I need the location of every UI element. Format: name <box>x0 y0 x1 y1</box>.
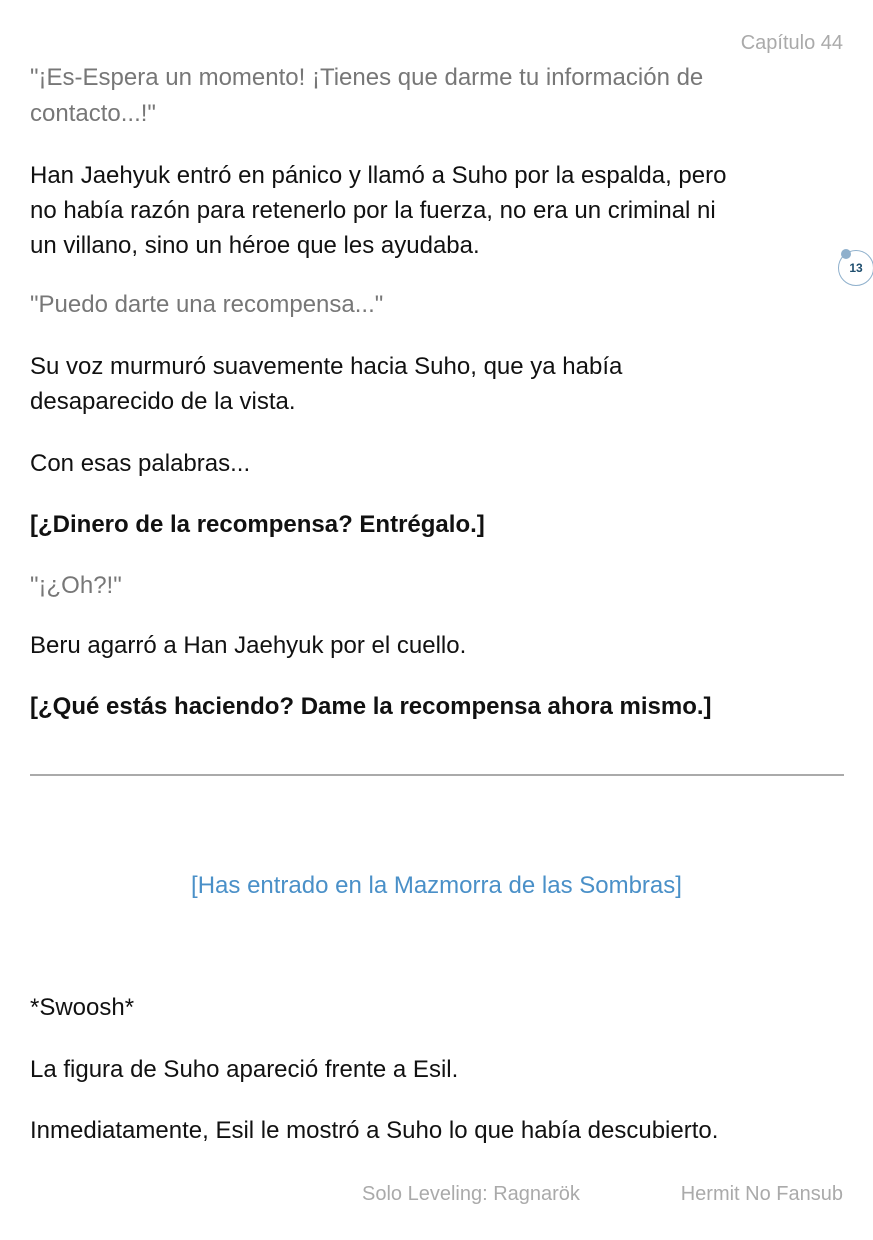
chapter-header: Capítulo 44 <box>740 32 843 54</box>
text-line: contacto...!" <box>30 100 156 127</box>
bookmark-dot-icon <box>841 249 851 259</box>
text-line: "Puedo darte una recompensa..." <box>30 291 384 318</box>
section-divider <box>30 774 844 776</box>
text-line: La figura de Suho apareció frente a Esil. <box>30 1056 459 1083</box>
text-line: "¡Es-Espera un momento! ¡Tienes que darme tu información de <box>30 64 704 91</box>
text-line: Han Jaehyuk entró en pánico y llamó a Suho por la espalda, pero <box>30 162 727 189</box>
text-line: desaparecido de la vista. <box>30 388 296 415</box>
text-line: *Swoosh* <box>30 994 135 1021</box>
text-line: no había razón para retenerlo por la fuerza, no era un criminal ni <box>30 197 716 224</box>
text-line: Beru agarró a Han Jaehyuk por el cuello. <box>30 632 467 659</box>
text-line: [¿Dinero de la recompensa? Entrégalo.] <box>30 511 485 538</box>
footer-book-title: Solo Leveling: Ragnarök <box>362 1183 580 1205</box>
text-line: Su voz murmuró suavemente hacia Suho, que ya había <box>30 353 623 380</box>
text-line: "¡¿Oh?!" <box>30 572 122 599</box>
footer-translator: Hermit No Fansub <box>680 1183 843 1205</box>
system-message: [Has entrado en la Mazmorra de las Sombras] <box>191 872 682 899</box>
page-number: 13 <box>849 261 863 275</box>
text-line: Inmediatamente, Esil le mostró a Suho lo que había descubierto. <box>30 1117 719 1144</box>
text-line: un villano, sino un héroe que les ayudaba. <box>30 232 480 259</box>
text-line: Con esas palabras... <box>30 450 251 477</box>
text-line: [¿Qué estás haciendo? Dame la recompensa ahora mismo.] <box>30 693 712 720</box>
